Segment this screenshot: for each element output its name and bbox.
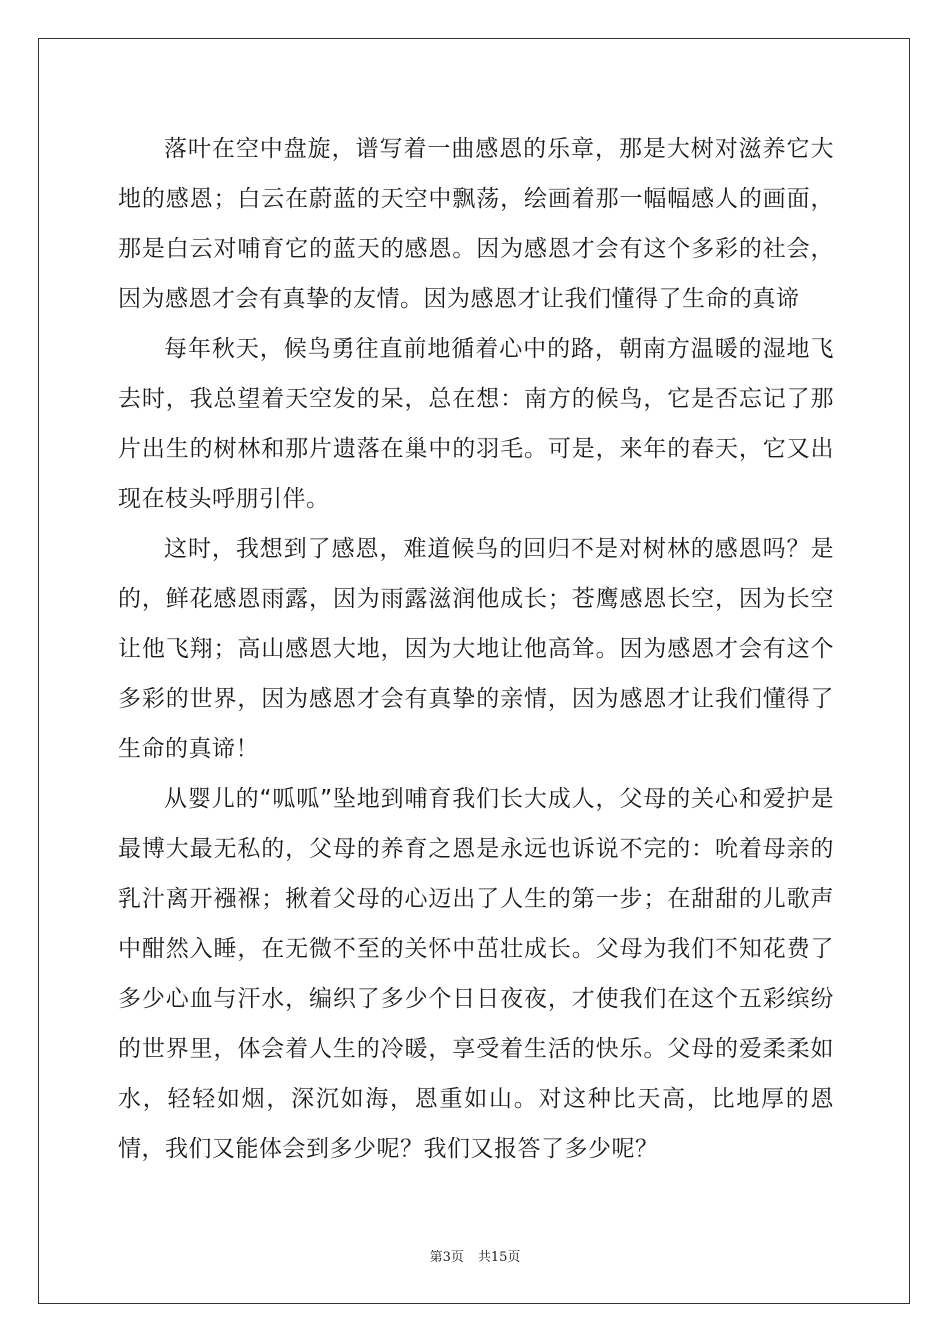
paragraph-3: 这时，我想到了感恩，难道候鸟的回归不是对树林的感恩吗？是的，鲜花感恩雨露，因为雨露滋润他成长；苍鹰感恩长空，因为长空让他飞翔；高山感恩大地，因为大地让他高耸。因为感恩才会有这个多彩的世界，因为感恩才会有真挚的亲情，因为感恩才让我们懂得了生命的真谛！ — [118, 536, 834, 762]
paragraph-2: 每年秋天，候鸟勇往直前地循着心中的路，朝南方温暖的湿地飞去时，我总望着天空发的呆，总在想：南方的候鸟，它是否忘记了那片出生的树林和那片遗落在巢中的羽毛。可是，来年的春天，它又出现在枝头呼朋引伴。 — [118, 336, 834, 512]
document-body — [118, 124, 834, 1174]
page-number: 第3页 — [429, 1250, 464, 1265]
page-footer — [0, 1246, 950, 1265]
page-total: 共15页 — [477, 1250, 521, 1265]
paragraph-1: 落叶在空中盘旋，谱写着一曲感恩的乐章，那是大树对滋养它大地的感恩；白云在蔚蓝的天空中飘荡，绘画着那一幅幅感人的画面，那是白云对哺育它的蓝天的感恩。因为感恩才会有这个多彩的社会，因为感恩才会有真挚的友情。因为感恩才让我们懂得了生命的真谛 — [118, 136, 834, 312]
paragraph-4: 从婴儿的“呱呱”坠地到哺育我们长大成人，父母的关心和爱护是最博大最无私的，父母的养育之恩是永远也诉说不完的：吮着母亲的乳汁离开襁褓；揪着父母的心迈出了人生的第一步；在甜甜的儿歌声中酣然入睡，在无微不至的关怀中茁壮成长。父母为我们不知花费了多少心血与汗水，编织了多少个日日夜夜，才使我们在这个五彩缤纷的世界里，体会着人生的冷暖，享受着生活的快乐。父母的爱柔柔如水，轻轻如烟，深沉如海，恩重如山。对这种比天高，比地厚的恩情，我们又能体会到多少呢？我们又报答了多少呢？ — [118, 786, 834, 1162]
